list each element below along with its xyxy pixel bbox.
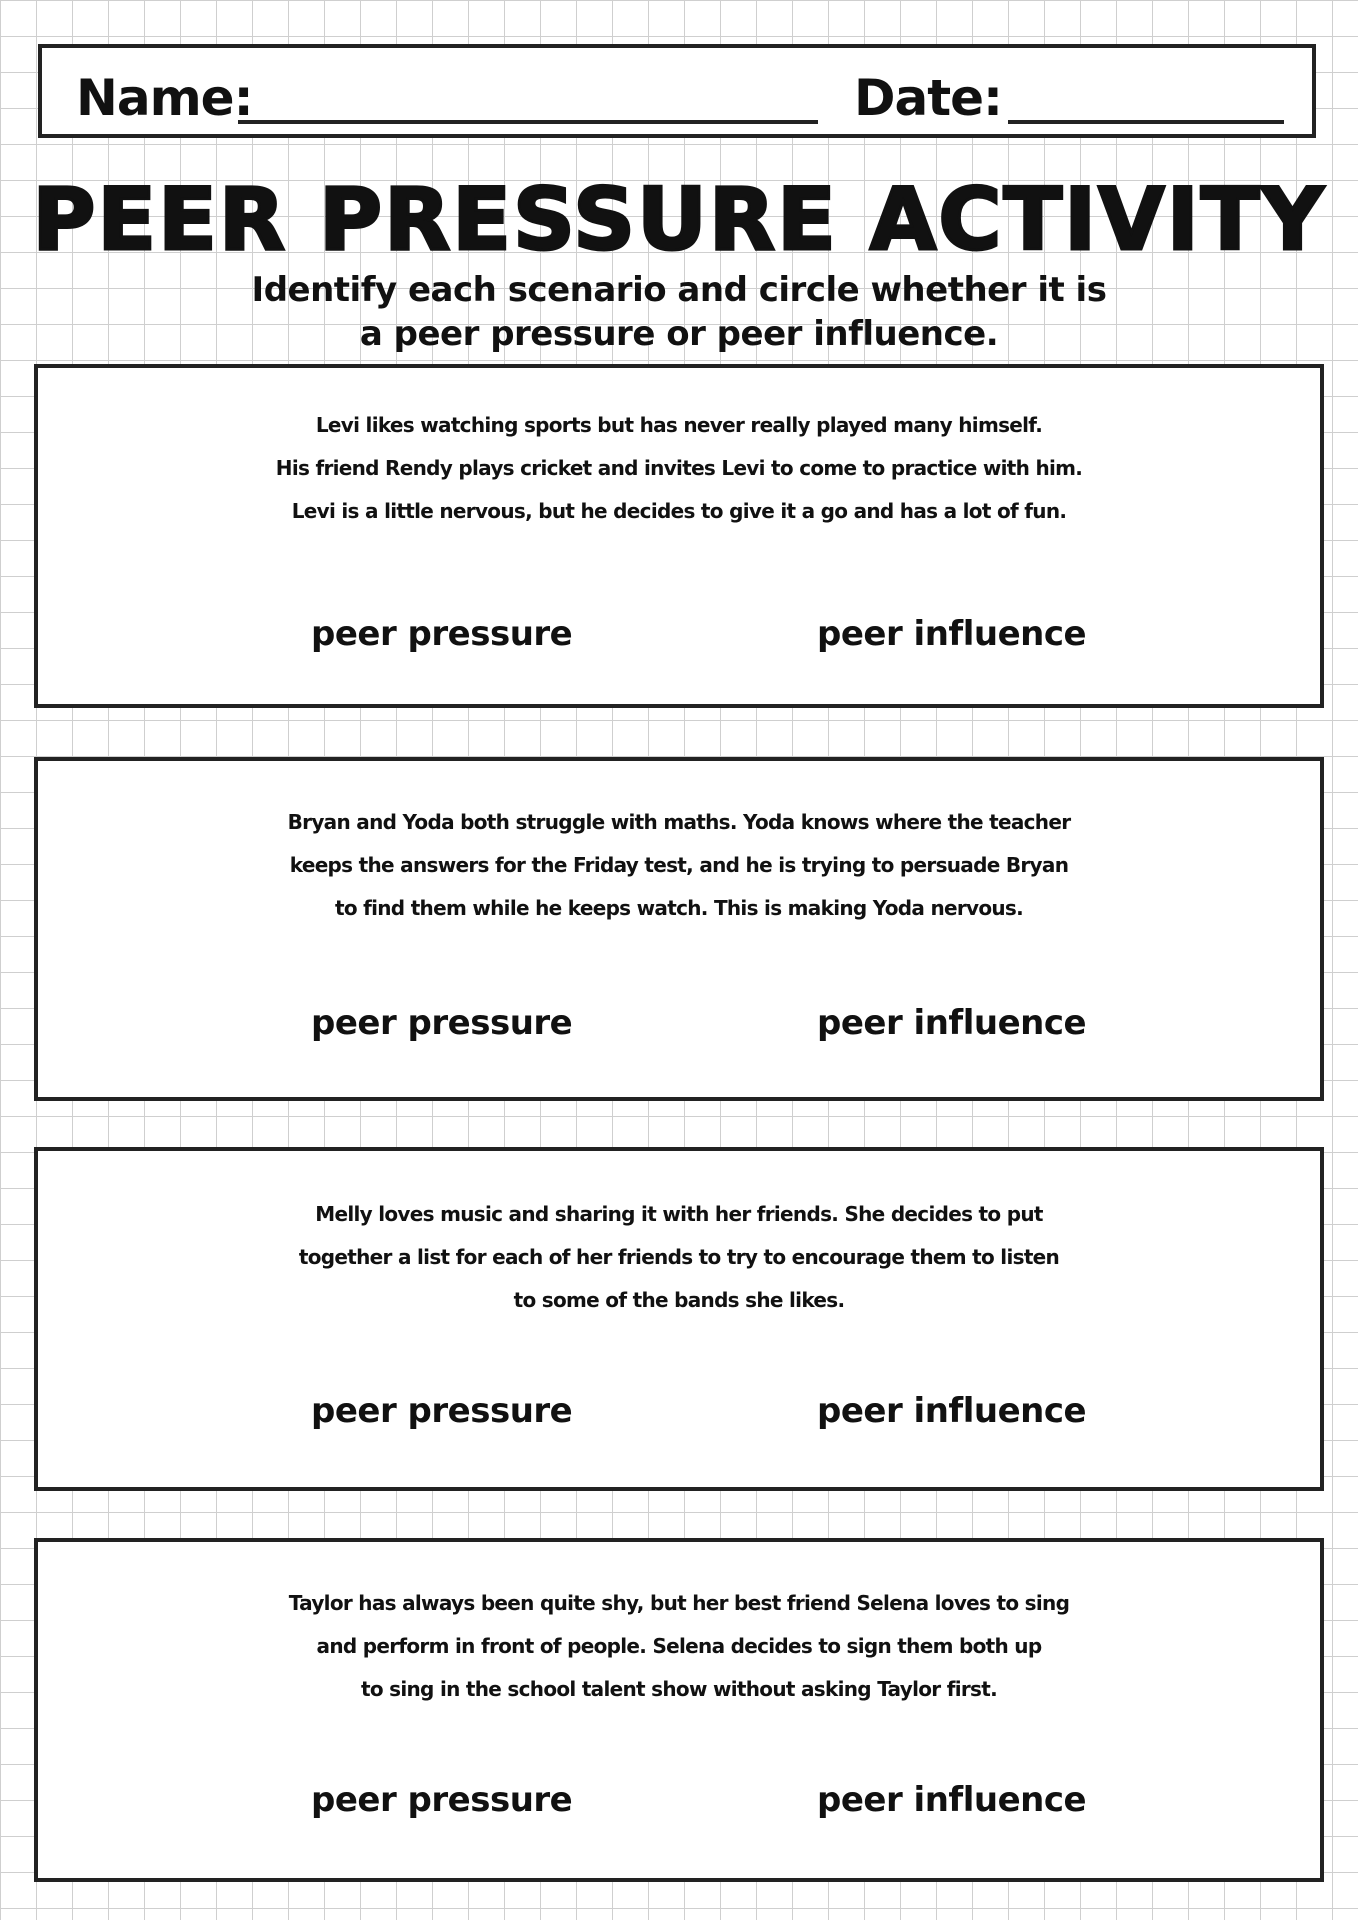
scenario-line: Taylor has always been quite shy, but her best friend Selena loves to sing (288, 1591, 1070, 1615)
page-title: PEER PRESSURE ACTIVITY (32, 170, 1326, 270)
scenario-box-2 (34, 757, 1324, 1101)
scenario-line: Levi likes watching sports but has never really played many himself. (315, 413, 1043, 437)
instructions-line-2: a peer pressure or peer influence. (359, 314, 999, 354)
date-label: Date: (854, 69, 1003, 127)
name-field[interactable] (238, 120, 818, 124)
scenario-line: to some of the bands she likes. (513, 1288, 845, 1312)
scenario-text (38, 801, 1320, 930)
option-peer-influence[interactable]: peer influence (817, 1003, 1087, 1043)
option-peer-influence[interactable]: peer influence (817, 1780, 1087, 1820)
name-date-header (38, 44, 1316, 138)
scenario-text (38, 404, 1320, 533)
scenario-line: to find them while he keeps watch. This is making Yoda nervous. (334, 896, 1024, 920)
scenario-text (38, 1582, 1320, 1711)
option-peer-pressure[interactable]: peer pressure (311, 1003, 573, 1043)
option-peer-pressure[interactable]: peer pressure (311, 1391, 573, 1431)
option-peer-pressure[interactable]: peer pressure (311, 1780, 573, 1820)
scenario-line: to sing in the school talent show without asking Taylor first. (361, 1677, 997, 1701)
scenario-line: keeps the answers for the Friday test, and he is trying to persuade Bryan (289, 853, 1069, 877)
scenario-line: together a list for each of her friends to try to encourage them to listen (298, 1245, 1060, 1269)
scenario-line: His friend Rendy plays cricket and invites Levi to come to practice with him. (275, 456, 1083, 480)
option-peer-influence[interactable]: peer influence (817, 1391, 1087, 1431)
option-peer-influence[interactable]: peer influence (817, 614, 1087, 654)
scenario-line: Melly loves music and sharing it with her friends. She decides to put (315, 1202, 1043, 1226)
option-peer-pressure[interactable]: peer pressure (311, 614, 573, 654)
scenario-text (38, 1193, 1320, 1322)
name-label: Name: (76, 69, 253, 127)
scenario-box-4 (34, 1538, 1324, 1882)
scenario-box-1 (34, 364, 1324, 708)
date-field[interactable] (1008, 120, 1284, 124)
instructions-line-1: Identify each scenario and circle whether it is (251, 270, 1107, 310)
scenario-box-3 (34, 1147, 1324, 1491)
scenario-line: and perform in front of people. Selena decides to sign them both up (316, 1634, 1042, 1658)
instructions (0, 268, 1358, 356)
scenario-line: Bryan and Yoda both struggle with maths. Yoda knows where the teacher (287, 810, 1071, 834)
scenario-line: Levi is a little nervous, but he decides to give it a go and has a lot of fun. (291, 499, 1067, 523)
